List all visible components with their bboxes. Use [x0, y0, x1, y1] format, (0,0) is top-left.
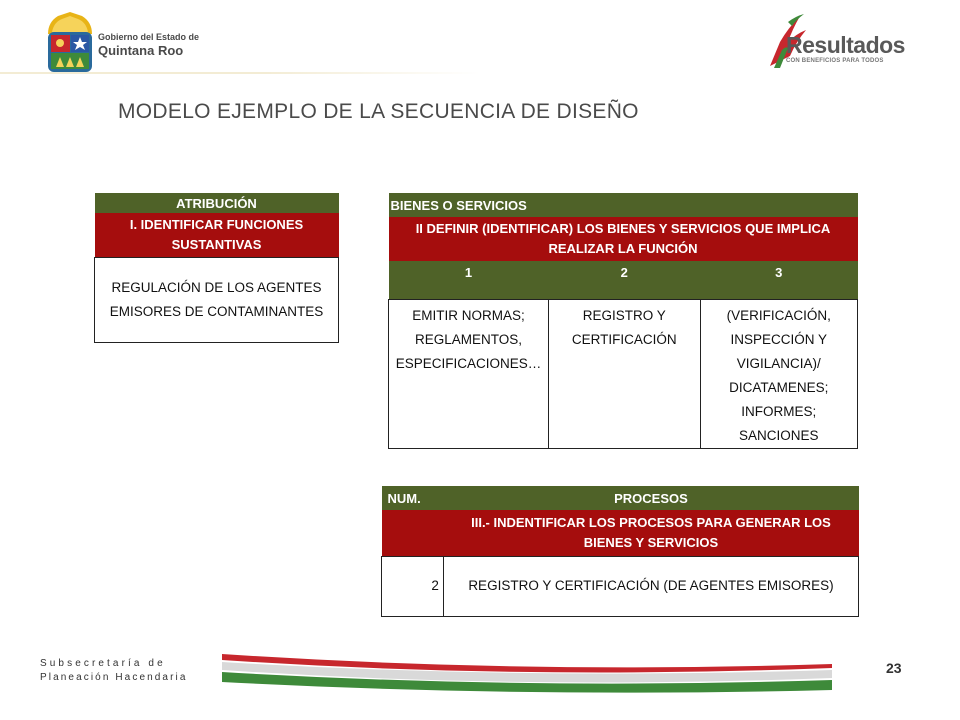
- goods-subheader: II DEFINIR (IDENTIFICAR) LOS BIENES Y SERVICIOS QUE IMPLICA REALIZAR LA FUNCIÓN: [389, 217, 858, 261]
- header-divider: [0, 72, 480, 74]
- page-number: 23: [886, 660, 902, 676]
- attribution-table: [94, 193, 339, 343]
- process-row-text: REGISTRO Y CERTIFICACIÓN (DE AGENTES EMISORES): [443, 556, 858, 616]
- process-table: [381, 486, 859, 617]
- goods-number-3: 3: [700, 261, 858, 299]
- process-num-header: NUM.: [382, 486, 444, 510]
- footer-swoosh: [222, 648, 832, 698]
- goods-number-1: 1: [389, 261, 549, 299]
- page-title: MODELO EJEMPLO DE LA SECUENCIA DE DISEÑO: [118, 100, 639, 123]
- process-row: [382, 556, 859, 616]
- goods-item-3: (VERIFICACIÓN, INSPECCIÓN Y VIGILANCIA)/ DICATAMENES; INFORMES; SANCIONES: [700, 299, 858, 448]
- footer-subsecretaria: Subsecretaría de: [40, 658, 166, 669]
- goods-item-2: REGISTRO Y CERTIFICACIÓN: [548, 299, 700, 448]
- goods-item-1: EMITIR NORMAS; REGLAMENTOS, ESPECIFICACIONES…: [389, 299, 549, 448]
- gov-name-line1: Gobierno del Estado de: [98, 32, 200, 42]
- attribution-content: REGULACIÓN DE LOS AGENTES EMISORES DE CONTAMINANTES: [95, 257, 339, 342]
- goods-item-row: [389, 299, 858, 448]
- goods-services-table: [388, 193, 858, 449]
- process-subheader-blank: [382, 510, 444, 556]
- brand-tagline: CON BENEFICIOS PARA TODOS: [786, 58, 884, 64]
- attribution-header: ATRIBUCIÓN: [95, 193, 339, 213]
- goods-number-row: [389, 261, 858, 299]
- process-subheader: III.- INDENTIFICAR LOS PROCESOS PARA GENERAR LOS BIENES Y SERVICIOS: [443, 510, 858, 556]
- goods-number-2: 2: [548, 261, 700, 299]
- process-row-number: 2: [382, 556, 444, 616]
- attribution-subheader: I. IDENTIFICAR FUNCIONES SUSTANTIVAS: [95, 213, 339, 257]
- goods-header: BIENES O SERVICIOS: [389, 193, 858, 217]
- footer-planeacion: Planeación Hacendaria: [40, 672, 188, 683]
- gov-name-line2: Quintana Roo: [98, 43, 184, 58]
- brand-word: Resultados: [786, 32, 905, 58]
- coat-of-arms-icon: [48, 12, 92, 72]
- process-header: PROCESOS: [443, 486, 858, 510]
